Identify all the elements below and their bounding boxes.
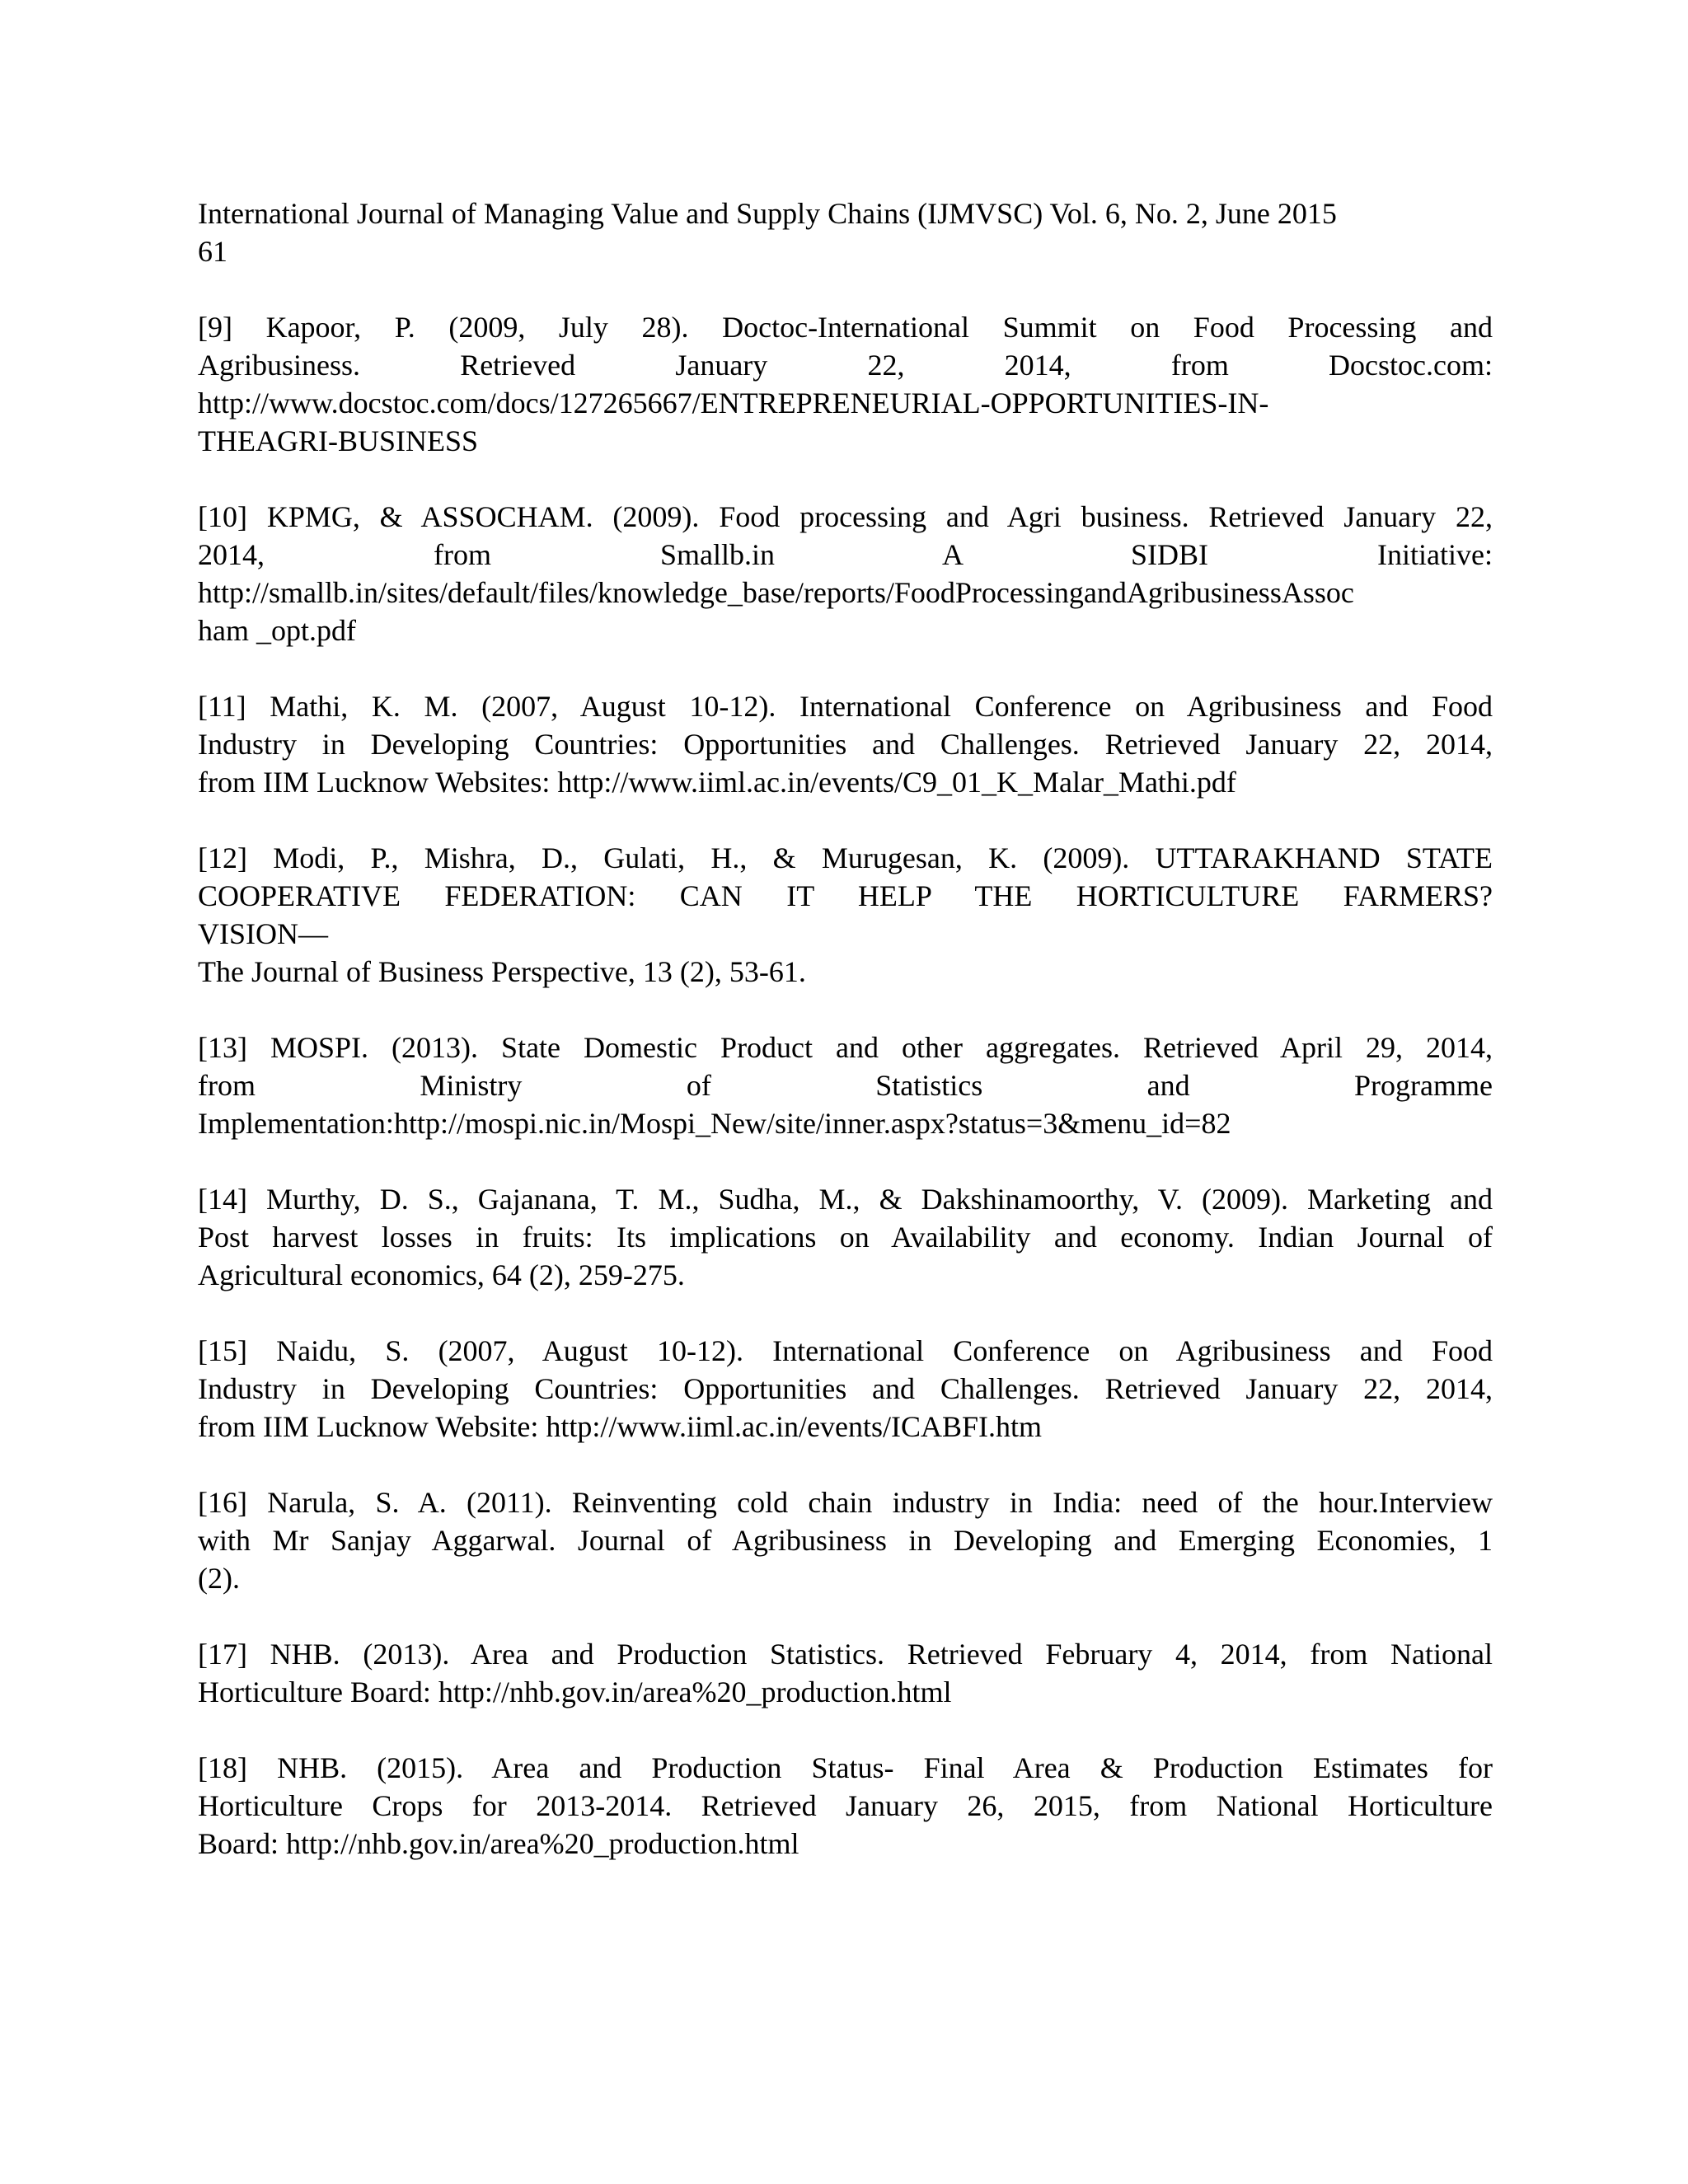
reference-item bbox=[198, 1180, 1493, 1294]
reference-line: [17] NHB. (2013). Area and Production Statistics. Retrieved February 4, 2014, from National bbox=[198, 1638, 1493, 1671]
reference-item bbox=[198, 1635, 1493, 1711]
reference-line: Horticulture Board: http://nhb.gov.in/area%20_production.html bbox=[198, 1675, 952, 1708]
reference-line: Industry in Developing Countries: Opportunities and Challenges. Retrieved January 22, 2014, bbox=[198, 728, 1493, 761]
reference-line: Post harvest losses in fruits: Its implications on Availability and economy. Indian Journal of bbox=[198, 1221, 1493, 1254]
reference-url[interactable]: http://smallb.in/sites/default/files/knowledge_base/reports/FoodProcessingandAgribusinessAssoc bbox=[198, 576, 1354, 609]
reference-line: Horticulture Crops for 2013-2014. Retrieved January 26, 2015, from National Horticulture bbox=[198, 1789, 1493, 1822]
reference-line: from IIM Lucknow Website: http://www.iiml.ac.in/events/ICABFI.htm bbox=[198, 1410, 1042, 1443]
reference-line: with Mr Sanjay Aggarwal. Journal of Agribusiness in Developing and Emerging Economies, 1 bbox=[198, 1524, 1493, 1557]
reference-line: from Ministry of Statistics and Programme bbox=[198, 1069, 1493, 1102]
reference-item bbox=[198, 1483, 1493, 1597]
reference-line: ham _opt.pdf bbox=[198, 614, 356, 647]
reference-line: VISION— bbox=[198, 917, 328, 950]
page-number: 61 bbox=[198, 235, 227, 268]
reference-line: Board: http://nhb.gov.in/area%20_production.html bbox=[198, 1827, 799, 1860]
journal-line: International Journal of Managing Value and Supply Chains (IJMVSC) Vol. 6, No. 2, June 2015 bbox=[198, 197, 1337, 230]
reference-line: [13] MOSPI. (2013). State Domestic Product and other aggregates. Retrieved April 29, 2014, bbox=[198, 1031, 1493, 1064]
reference-line: [9] Kapoor, P. (2009, July 28). Doctoc-International Summit on Food Processing and bbox=[198, 311, 1493, 344]
reference-list bbox=[198, 308, 1493, 1863]
reference-item bbox=[198, 839, 1493, 991]
reference-item bbox=[198, 1749, 1493, 1863]
reference-item bbox=[198, 1332, 1493, 1446]
reference-line: Agribusiness. Retrieved January 22, 2014, from Docstoc.com: bbox=[198, 349, 1493, 382]
reference-line: THEAGRI-BUSINESS bbox=[198, 424, 479, 457]
reference-item bbox=[198, 308, 1493, 460]
reference-url[interactable]: http://www.docstoc.com/docs/127265667/ENTREPRENEURIAL-OPPORTUNITIES-IN- bbox=[198, 387, 1269, 419]
reference-line: Implementation:http://mospi.nic.in/Mospi_New/site/inner.aspx?status=3&menu_id=82 bbox=[198, 1107, 1231, 1140]
reference-line: [14] Murthy, D. S., Gajanana, T. M., Sudha, M., & Dakshinamoorthy, V. (2009). Marketing and bbox=[198, 1183, 1493, 1216]
reference-line: COOPERATIVE FEDERATION: CAN IT HELP THE HORTICULTURE FARMERS? bbox=[198, 879, 1493, 912]
page-header bbox=[198, 194, 1493, 270]
reference-line: (2). bbox=[198, 1562, 240, 1595]
reference-line: [11] Mathi, K. M. (2007, August 10-12). International Conference on Agribusiness and Food bbox=[198, 690, 1493, 723]
reference-item bbox=[198, 498, 1493, 649]
reference-line: [16] Narula, S. A. (2011). Reinventing cold chain industry in India: need of the hour.Interview bbox=[198, 1486, 1493, 1519]
reference-line: Agricultural economics, 64 (2), 259-275. bbox=[198, 1258, 685, 1291]
reference-line: The Journal of Business Perspective, 13 (2), 53-61. bbox=[198, 955, 806, 988]
reference-item bbox=[198, 1029, 1493, 1142]
reference-line: [12] Modi, P., Mishra, D., Gulati, H., & Murugesan, K. (2009). UTTARAKHAND STATE bbox=[198, 841, 1493, 874]
reference-line: Industry in Developing Countries: Opportunities and Challenges. Retrieved January 22, 2014, bbox=[198, 1372, 1493, 1405]
reference-line: [10] KPMG, & ASSOCHAM. (2009). Food processing and Agri business. Retrieved January 22, bbox=[198, 500, 1493, 533]
reference-item bbox=[198, 687, 1493, 801]
reference-line: from IIM Lucknow Websites: http://www.iiml.ac.in/events/C9_01_K_Malar_Mathi.pdf bbox=[198, 766, 1236, 799]
reference-line: [15] Naidu, S. (2007, August 10-12). International Conference on Agribusiness and Food bbox=[198, 1334, 1493, 1367]
reference-line: [18] NHB. (2015). Area and Production Status- Final Area & Production Estimates for bbox=[198, 1751, 1493, 1784]
reference-line: 2014, from Smallb.in A SIDBI Initiative: bbox=[198, 538, 1493, 571]
document-page bbox=[198, 194, 1493, 1900]
